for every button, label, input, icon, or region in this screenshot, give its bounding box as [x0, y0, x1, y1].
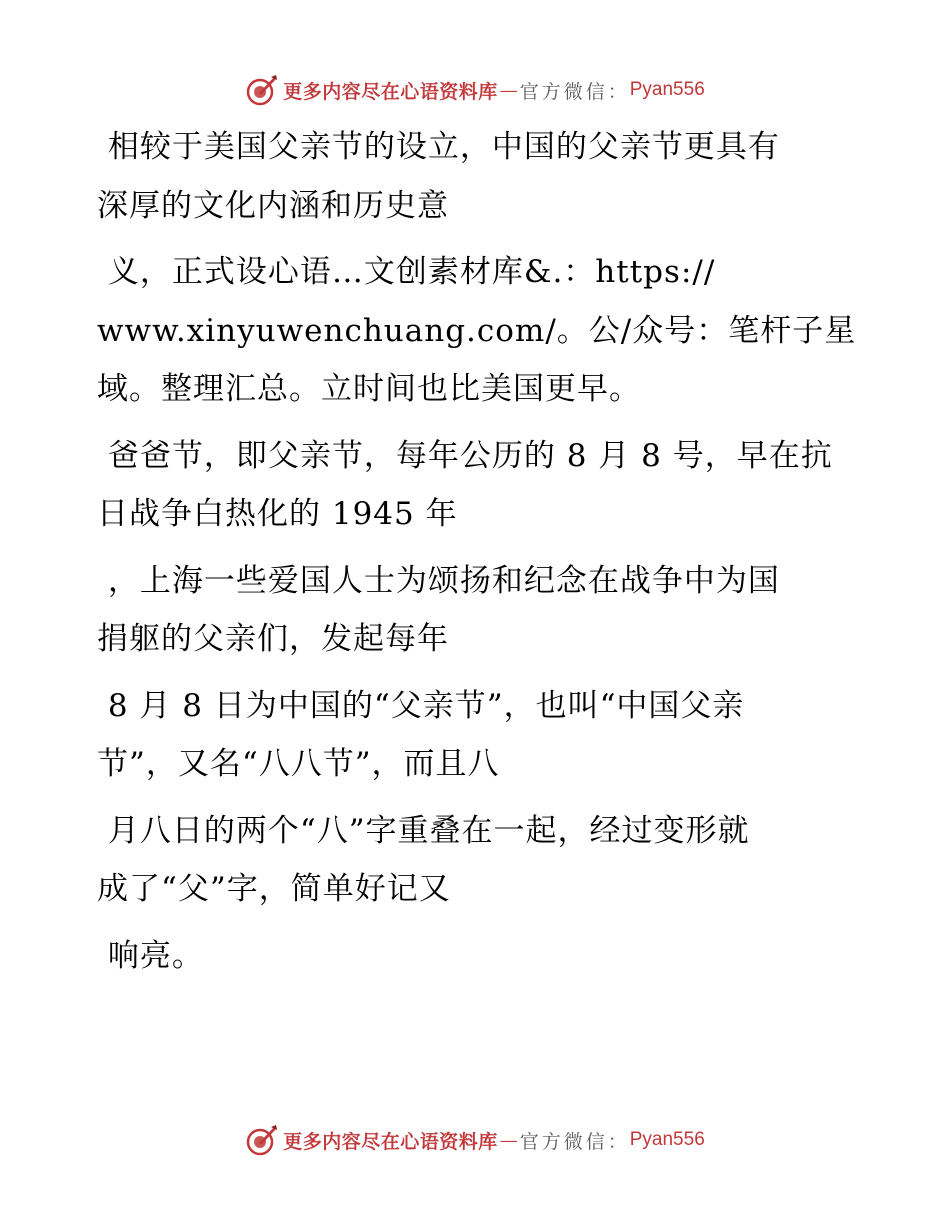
footer-banner-sub: 官方微信： — [519, 1130, 630, 1153]
header-banner-dash: — — [499, 79, 518, 101]
quill-pen-logo-icon — [245, 1123, 279, 1157]
paragraph-6: 月八日的两个“八”字重叠在一起，经过变形就 成了“父”字，简单好记又 — [97, 812, 750, 907]
paragraph-1: 相较于美国父亲节的设立，中国的父亲节更具有 深厚的文化内涵和历史意 — [97, 129, 780, 224]
paragraph-7: 响亮。 — [97, 937, 204, 974]
footer-banner-wechat: Pyan556 — [629, 1129, 705, 1150]
page-header — [0, 70, 950, 110]
document-body — [97, 118, 867, 985]
header-banner — [245, 73, 705, 107]
footer-banner — [245, 1123, 705, 1157]
header-banner-main: 更多内容尽在心语资料库 — [283, 80, 498, 103]
footer-banner-main: 更多内容尽在心语资料库 — [283, 1130, 498, 1153]
header-banner-wechat: Pyan556 — [629, 79, 705, 100]
quill-pen-logo-icon — [245, 73, 279, 107]
paragraph-4: ，上海一些爱国人士为颂扬和纪念在战争中为国 捐躯的父亲们，发起每年 — [97, 562, 780, 657]
paragraph-5: 8 月 8 日为中国的“父亲节”，也叫“中国父亲 节”，又名“八八节”，而且八 — [97, 687, 745, 782]
paragraph-3: 爸爸节，即父亲节，每年公历的 8 月 8 号，早在抗 日战争白热化的 1945 年 — [97, 437, 833, 532]
header-banner-sub: 官方微信： — [519, 80, 630, 103]
page-footer — [0, 1120, 950, 1160]
paragraph-2: 义，正式设心语…文创素材库&.：https:// www.xinyuwenchuang.com/。公/众号：笔杆子星 域。整理汇总。立时间也比美国更早。 — [97, 254, 857, 407]
footer-banner-dash: — — [499, 1129, 518, 1151]
